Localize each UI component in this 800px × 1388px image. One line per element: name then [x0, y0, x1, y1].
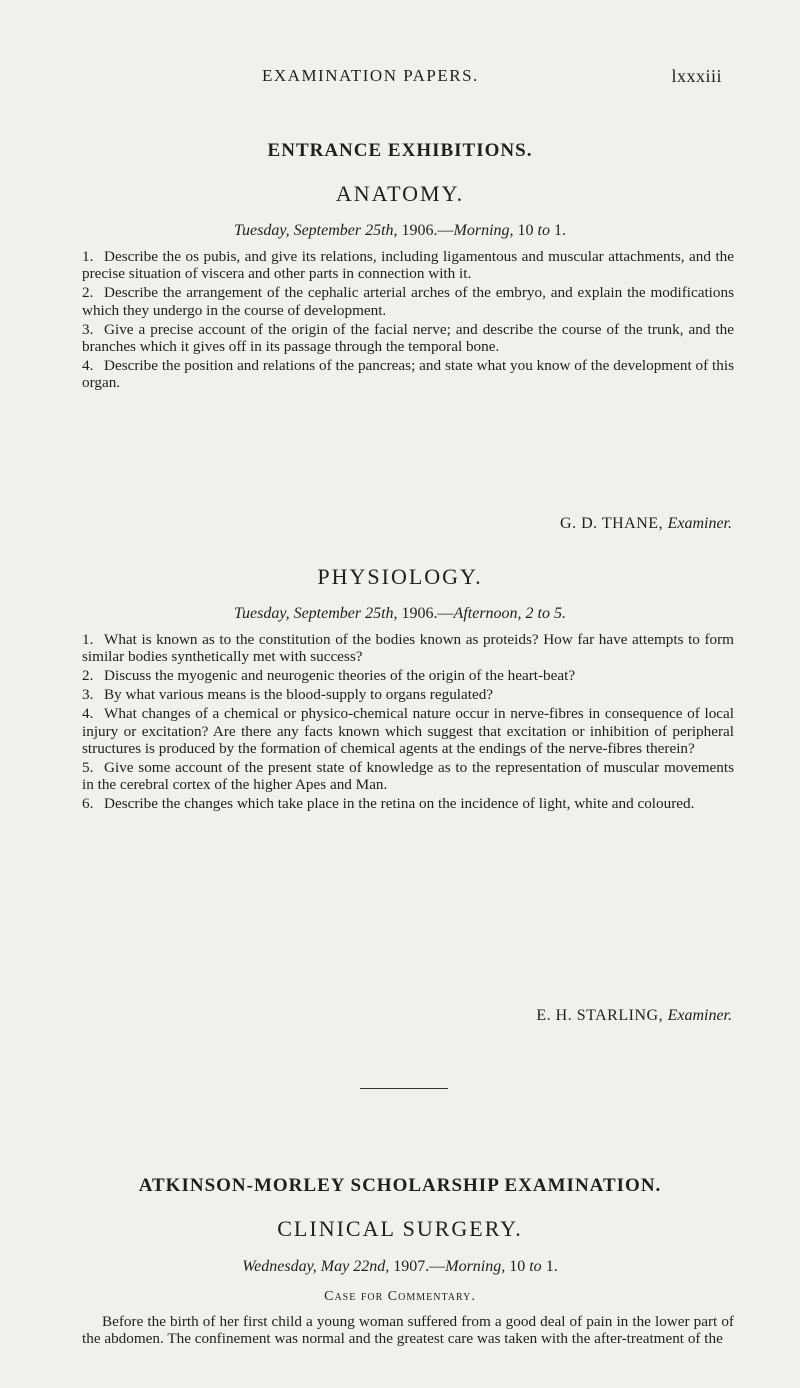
question-number: 4. — [82, 705, 94, 723]
surgery-time-to-word: to — [529, 1258, 542, 1275]
question — [82, 248, 734, 283]
clinical-surgery-heading: CLINICAL SURGERY. — [277, 1216, 523, 1241]
question-text: Describe the arrangement of the cephalic arterial arches of the embryo, and explain the modifications which they undergo in the course of development. — [82, 284, 734, 319]
surgery-session: Morning, — [445, 1258, 506, 1275]
running-title: EXAMINATION PAPERS. — [262, 66, 479, 85]
physiology-examiner-title: Examiner. — [667, 1007, 732, 1024]
question — [82, 686, 734, 703]
question — [82, 357, 734, 392]
question — [82, 759, 734, 794]
running-header — [0, 66, 800, 90]
entrance-exhibitions-heading: ENTRANCE EXHIBITIONS. — [267, 140, 533, 161]
question — [82, 795, 734, 812]
anatomy-time-to-word: to — [537, 222, 550, 239]
question-text: What is known as to the constitution of the bodies known as proteids? How far have attempts to form similar bodies synthetically met with success? — [82, 631, 734, 666]
question-text: Describe the changes which take place in the retina on the incidence of light, white and coloured. — [104, 795, 695, 813]
anatomy-time-to: 1. — [550, 222, 566, 239]
anatomy-examiner-name: G. D. THANE, — [560, 515, 664, 532]
question-text: Describe the position and relations of the pancreas; and state what you know of the development of this organ. — [82, 356, 734, 392]
question-text: By what various means is the blood-supply to organs regulated? — [104, 686, 494, 704]
physiology-examiner — [536, 1007, 732, 1025]
question-number: 2. — [82, 284, 94, 302]
question — [82, 284, 734, 319]
question-number: 5. — [82, 758, 94, 776]
question — [82, 705, 734, 757]
anatomy-year: 1906.— — [397, 222, 454, 239]
anatomy-date: Tuesday, September 25th, — [234, 222, 398, 239]
physiology-heading: PHYSIOLOGY. — [317, 564, 483, 589]
anatomy-time-from: 10 — [513, 222, 538, 239]
question-text: Give some account of the present state of knowledge as to the representation of muscular movements in the cerebral cortex of the higher Apes and Man. — [82, 758, 734, 794]
anatomy-questions — [82, 248, 734, 393]
question — [82, 321, 734, 356]
question-text: Describe the os pubis, and give its relations, including ligamentous and muscular attachments, and the precise situation of viscera and other parts in connection with it. — [82, 248, 734, 283]
physiology-date: Tuesday, September 25th, — [234, 605, 398, 622]
atkinson-morley-heading: ATKINSON-MORLEY SCHOLARSHIP EXAMINATION. — [138, 1175, 662, 1196]
anatomy-examiner-title: Examiner. — [667, 515, 732, 532]
surgery-year: 1907.— — [389, 1258, 446, 1275]
anatomy-dateline — [0, 222, 800, 240]
surgery-date: Wednesday, May 22nd, — [242, 1258, 390, 1275]
clinical-surgery-dateline — [0, 1258, 800, 1276]
question-number: 4. — [82, 356, 94, 374]
page-number: lxxxiii — [671, 66, 722, 86]
question-number: 3. — [82, 686, 94, 704]
physiology-questions — [82, 631, 734, 814]
question-number: 1. — [82, 631, 94, 648]
question — [82, 631, 734, 666]
anatomy-heading: ANATOMY. — [335, 181, 465, 206]
case-label: Case for Commentary. — [324, 1289, 476, 1304]
anatomy-session: Morning, — [453, 222, 514, 239]
physiology-dateline — [0, 605, 800, 623]
physiology-session: Afternoon, 2 to 5. — [453, 605, 566, 622]
question-number: 3. — [82, 320, 94, 338]
question-number: 1. — [82, 248, 94, 265]
section-divider — [360, 1088, 448, 1089]
case-text: Before the birth of her first child a young woman suffered from a good deal of pain in the lower part of the abdomen. The confinement was normal and the greatest care was taken with the after-treatment of the — [82, 1313, 734, 1348]
question-number: 2. — [82, 667, 94, 685]
question-text: Discuss the myogenic and neurogenic theories of the origin of the heart-beat? — [104, 667, 576, 685]
question — [82, 667, 734, 684]
question-text: What changes of a chemical or physico-chemical nature occur in nerve-fibres in consequence of local injury or excitation? Are there any facts known which suggest that excitation or inhibition of peripheral structures is produced by the formation of chemical agents at the endings of the nerve-fibres therein? — [82, 705, 734, 757]
surgery-time-to: 1. — [541, 1258, 558, 1275]
physiology-year: 1906.— — [397, 605, 454, 622]
anatomy-examiner — [560, 515, 732, 533]
question-number: 6. — [82, 795, 94, 813]
surgery-time-from: 10 — [505, 1258, 530, 1275]
physiology-examiner-name: E. H. STARLING, — [536, 1007, 664, 1024]
question-text: Give a precise account of the origin of the facial nerve; and describe the course of the trunk, and the branches which it gives off in its passage through the temporal bone. — [82, 320, 734, 356]
